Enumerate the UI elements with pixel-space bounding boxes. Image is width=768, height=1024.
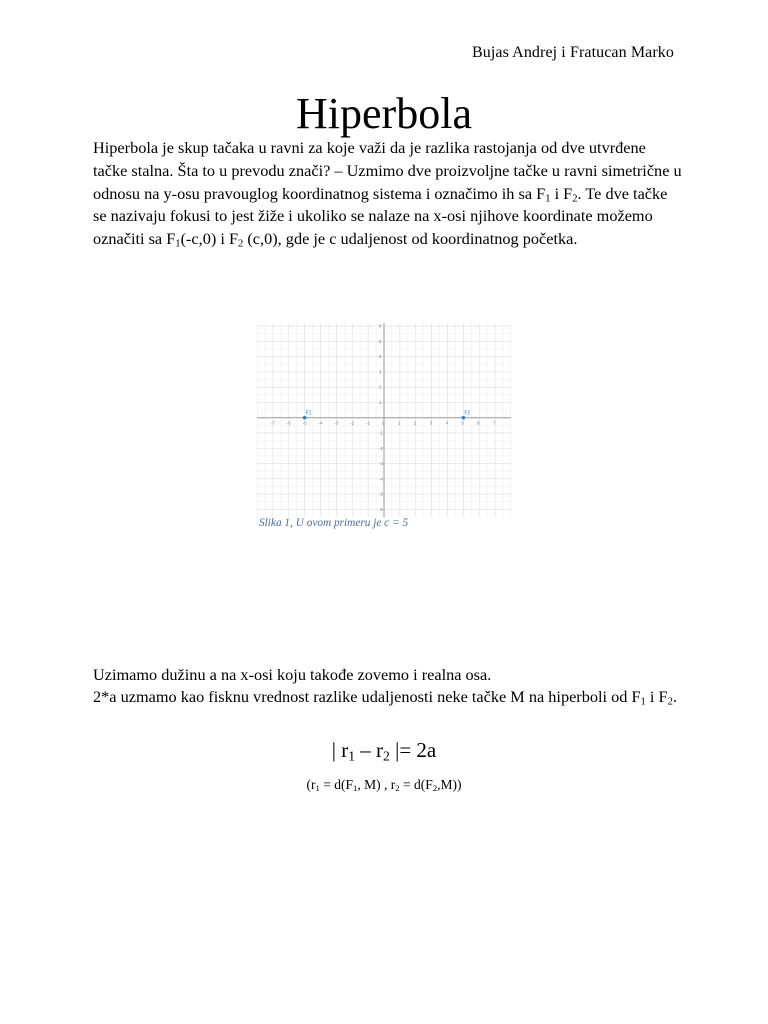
note-p5: ,M)) [437,777,462,792]
intro-text-3: . Te dve tačke se nazivaju fokusi to jest žiže i ukoliko se nalaze na x-osi njihove koordinate možemo označiti sa F [93,183,668,249]
x-tick-label: -4 [318,420,323,426]
note-s3: 2 [395,783,400,794]
y-tick-label: 2 [379,384,382,390]
sub-f1-c: 1 [640,697,646,709]
y-tick-label: 5 [379,338,382,344]
note-p2: = d(F [319,777,353,792]
formula-mid: – r [355,738,384,762]
x-tick-label: 1 [397,420,401,426]
sub-f2-b: 2 [238,238,244,250]
section2-end: . [672,687,677,707]
x-tick-label: 5 [461,420,464,426]
intro-paragraph [93,137,683,251]
y-tick-label: -2 [379,445,384,451]
y-tick-label: -4 [379,476,384,482]
figure-caption: Slika 1, U ovom primeru je c = 5 [259,517,409,529]
x-tick-label: 7 [493,420,496,426]
section2-text: 2*a uzmamo kao fisknu vrednost razlike udaljenosti neke tačke M na hiperboli od F [93,687,641,707]
x-tick-label: 6 [477,420,480,426]
note-p1: (r [306,777,316,792]
y-tick-label: -3 [379,461,384,467]
y-tick-label: 1 [379,399,382,405]
x-tick-label: -5 [302,420,307,426]
x-tick-label: 0 [382,420,385,426]
note-s4: 2 [432,783,438,794]
note-s1: 1 [315,783,320,794]
intro-text-2: i F [550,183,573,203]
intro-text-5: (c,0), gde je c udaljenost od koordinatnog početka. [243,229,578,249]
formula-right: |= 2a [389,738,437,762]
formula-left: | r [331,738,349,762]
section2-paragraph [93,664,693,709]
page-title: Hiperbola [296,89,472,138]
intro-text-1: Hiperbola je skup tačaka u ravni za koje važi da je razlika rastojanja od dve utvrđene tačke stalna. Šta to u prevodu znači? – Uzmimo dve proizvoljne tačke u ravni simetrične u odnosu na y-osu pravouglog koordinatnog sistema i označimo ih sa F [93,138,682,203]
x-tick-label: -7 [270,420,275,426]
sub-f2-c: 2 [667,697,673,709]
sub-f1: 1 [545,193,551,205]
section2-line-1: Uzimamo dužinu a na x-osi koju takođe zovemo i realna osa. [93,665,492,684]
formula-sub-1: 1 [348,748,356,764]
y-tick-label: 4 [379,354,382,360]
author-header: Bujas Andrej i Fratucan Marko [472,44,674,61]
note-p3: , M) , r [357,777,396,792]
y-tick-label: -6 [379,506,384,512]
focus-label-f2: F2 [464,410,471,417]
note-s2: 1 [352,783,358,794]
section2-line-2 [93,686,693,708]
focus-label-f1: F1 [305,410,312,417]
intro-text-4: (-c,0) i F [180,229,239,249]
formula-sub-2: 2 [383,748,390,764]
sub-f2: 2 [572,193,578,205]
x-tick-label: 2 [413,420,417,426]
x-tick-label: -6 [286,420,291,426]
x-tick-label: -3 [334,420,339,426]
x-tick-label: 3 [429,420,433,426]
y-tick-label: -5 [379,491,384,497]
y-tick-label: 6 [379,323,382,329]
x-tick-label: -2 [350,420,355,426]
note-p4: = d(F [399,777,433,792]
coordinate-figure [257,323,511,517]
section2-and: i F [645,687,668,707]
formula-note [0,777,768,793]
main-formula [0,738,768,763]
coordinate-plot [257,323,511,517]
y-tick-label: 3 [379,369,382,375]
y-tick-label: -1 [379,430,384,436]
sub-f1-b: 1 [175,238,181,250]
x-tick-label: 4 [445,420,449,426]
x-tick-label: -1 [366,420,371,426]
